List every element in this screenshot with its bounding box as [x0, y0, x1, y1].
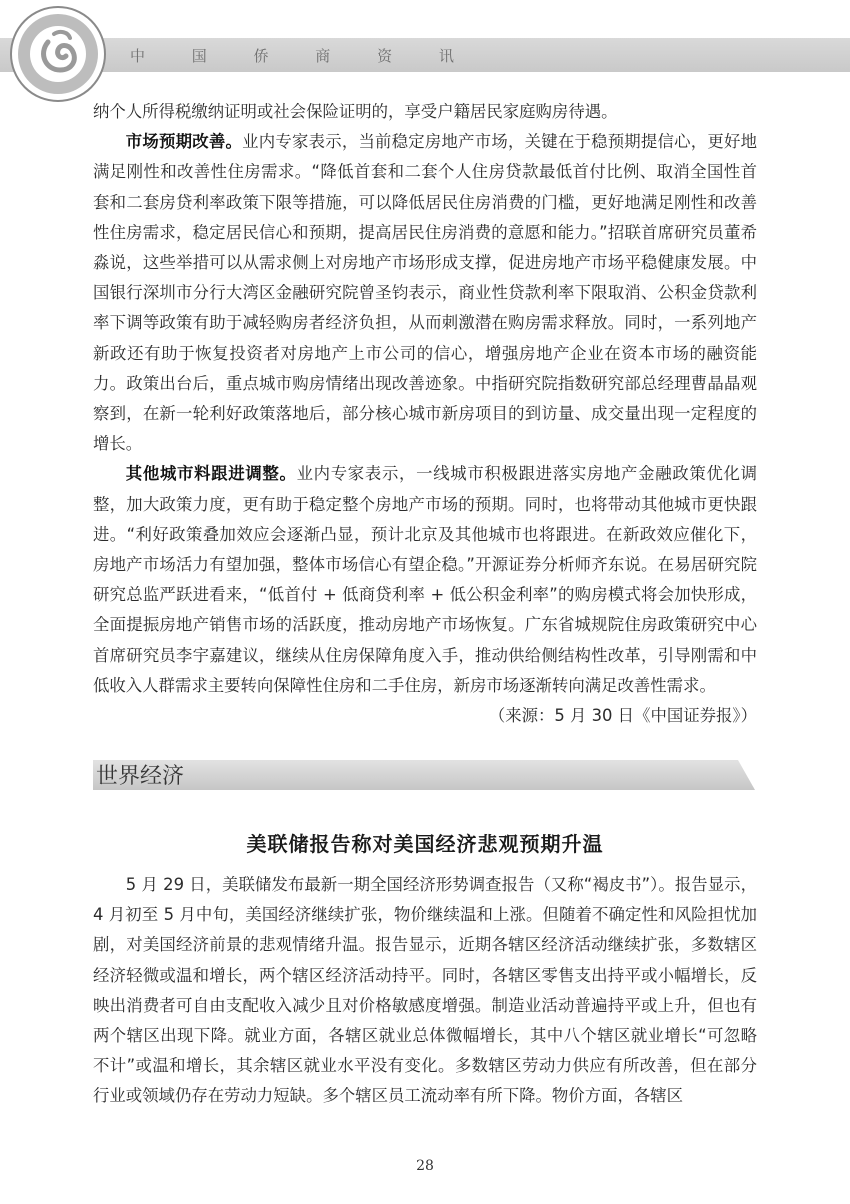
article-2: [93, 870, 757, 1112]
paragraph-body: 业内专家表示，当前稳定房地产市场，关键在于稳预期提信心，更好地满足刚性和改善性住房需求。“降低首套和二套个人住房贷款最低首付比例、取消全国性首套和二套房贷利率政策下限等措施，可以降低居民住房消费的门槛，更好地满足刚性和改善性住房需求，稳定居民信心和预期，提高居民住房消费的意愿和能力。”招联首席研究员董希淼说，这些举措可以从需求侧上对房地产市场形成支撑，促进房地产市场平稳健康发展。中国银行深圳市分行大湾区金融研究院曾圣钧表示，商业性贷款利率下限取消、公积金贷款利率下调等政策有助于减轻购房者经济负担，从而刺激潜在购房需求释放。同时，一系列地产新政还有助于恢复投资者对房地产上市公司的信心，增强房地产企业在资本市场的融资能力。政策出台后，重点城市购房情绪出现改善迹象。中指研究院指数研究部总经理曹晶晶观察到，在新一轮利好政策落地后，部分核心城市新房项目的到访量、成交量出现一定程度的增长。: [93, 132, 758, 454]
section-bar: [93, 760, 755, 790]
source-note: （来源：5 月 30 日《中国证券报》）: [488, 706, 757, 726]
paragraph-other-cities: [93, 459, 757, 701]
article-1: [93, 97, 757, 731]
paragraph-body: 业内专家表示，一线城市积极跟进落实房地产金融政策优化调整，加大政策力度，更有助于稳定整个房地产市场的预期。同时，也将带动其他城市更快跟进。“利好政策叠加效应会逐渐凸显，预计北京及其他城市也将跟进。在新政效应催化下，房地产市场活力有望加强，整体市场信心有望企稳。”开源证券分析师齐东说。在易居研究院研究总监严跃进看来，“低首付 + 低商贷利率 + 低公积金利率”的购房模式将会加快形成，全面提振房地产销售市场的活跃度，推动房地产市场恢复。广东省城规院住房政策研究中心首席研究员李宇嘉建议，继续从住房保障角度入手，推动供给侧结构性改革，引导刚需和中低收入人群需求主要转向保障性住房和二手住房，新房市场逐渐转向满足改善性需求。: [93, 464, 757, 695]
section-label: 世界经济: [96, 764, 185, 789]
chamber-logo-icon: [8, 4, 108, 104]
paragraph-fed-report: 5 月 29 日，美联储发布最新一期全国经济形势调查报告（又称“褐皮书”）。报告显示，4 月初至 5 月中旬，美国经济继续扩张，物价继续温和上涨。但随着不确定性和风险担忧加剧，对美国经济前景的悲观情绪升温。报告显示，近期各辖区经济活动继续扩张，多数辖区经济轻微或温和增长，两个辖区经济活动持平。同时，各辖区零售支出持平或小幅增长，反映出消费者可自由支配收入减少且对价格敏感度增强。制造业活动普遍持平或上升，但也有两个辖区出现下降。就业方面，各辖区就业总体微幅增长，其中八个辖区就业增长“可忽略不计”或温和增长，其余辖区就业水平没有变化。多数辖区劳动力供应有所改善，但在部分行业或领域仍存在劳动力短缺。多个辖区员工流动率有所下降。物价方面，各辖区: [93, 875, 757, 1106]
header-title: 中 国 侨 商 资 讯: [130, 47, 475, 65]
article-title: 美联储报告称对美国经济悲观预期升温: [246, 832, 604, 856]
paragraph-lead: 市场预期改善。: [125, 132, 243, 152]
paragraph-continued: 纳个人所得税缴纳证明或社会保险证明的，享受户籍居民家庭购房待遇。: [93, 102, 618, 121]
paragraph-market-expectation: [93, 127, 757, 459]
paragraph-lead: 其他城市料跟进调整。: [125, 464, 297, 484]
page-number: 28: [416, 1158, 434, 1174]
